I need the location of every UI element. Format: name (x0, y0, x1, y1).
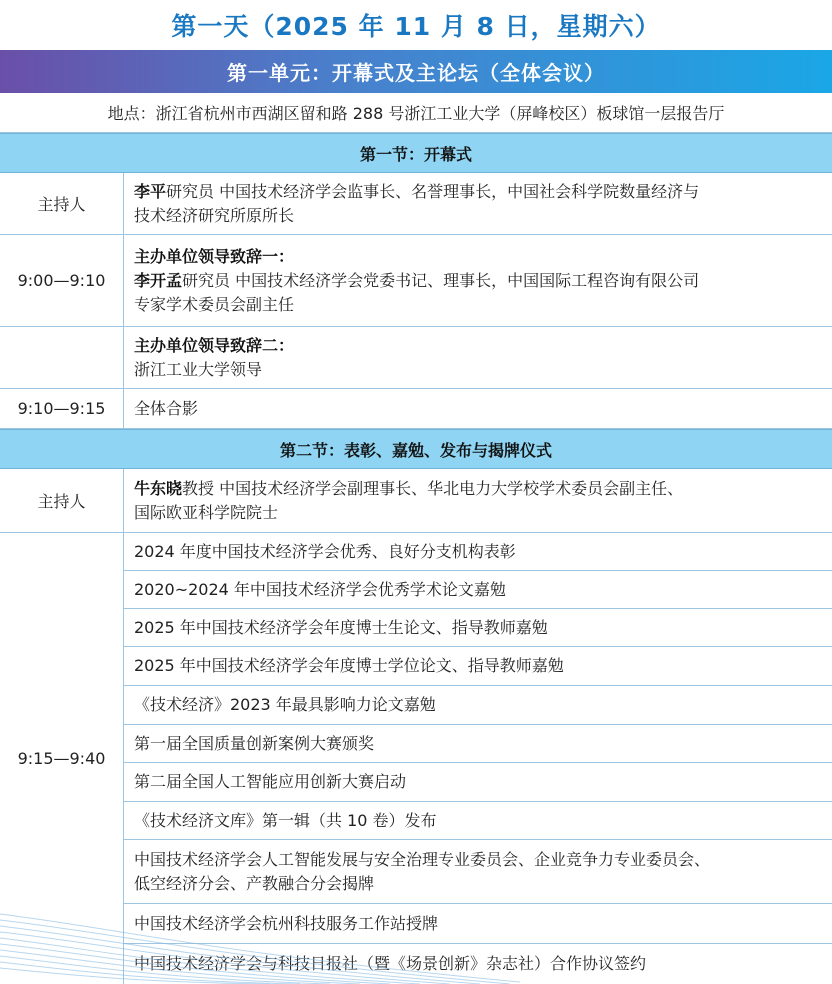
speech-2-content (124, 327, 832, 388)
list-item-line: 中国技术经济学会人工智能发展与安全治理专业委员会、企业竞争力专业委员会、 (134, 849, 711, 869)
speech-2-heading: 主办单位领导致辞二： (134, 335, 295, 355)
list-item: 2024 年度中国技术经济学会优秀、良好分支机构表彰 (124, 533, 832, 571)
section-2-time: 9:15—9:40 (0, 533, 124, 984)
list-item: 《技术经济》2023 年最具影响力论文嘉勉 (124, 686, 832, 725)
speech-1-desc-1: 研究员 中国技术经济学会党委书记、理事长，中国国际工程咨询有限公司 (182, 270, 700, 290)
list-item: 2025 年中国技术经济学会年度博士生论文、指导教师嘉勉 (124, 609, 832, 647)
list-item: 第二届全国人工智能应用创新大赛启动 (124, 763, 832, 802)
section-2-header: 第二节：表彰、嘉勉、发布与揭牌仪式 (0, 429, 832, 469)
speech-1-row (0, 235, 832, 327)
photo-row (0, 389, 832, 429)
photo-desc: 全体合影 (134, 398, 199, 418)
section-2-host-row (0, 469, 832, 533)
photo-time: 9:10—9:15 (0, 389, 124, 428)
host-2-label: 主持人 (0, 469, 124, 532)
speech-2-desc: 浙江工业大学领导 (134, 359, 263, 379)
section-1-host-row (0, 173, 832, 235)
venue-text: 地点：浙江省杭州市西湖区留和路 288 号浙江工业大学（屏峰校区）板球馆一层报告厅 (0, 93, 832, 133)
list-item: 中国技术经济学会与科技日报社（暨《场景创新》杂志社）合作协议签约 (134, 954, 647, 973)
speech-1-desc-2: 专家学术委员会副主任 (134, 294, 295, 314)
speech-1-time: 9:00—9:10 (0, 235, 124, 326)
speech-1-heading: 主办单位领导致辞一： (134, 246, 295, 266)
list-item: 2025 年中国技术经济学会年度博士学位论文、指导教师嘉勉 (124, 647, 832, 686)
list-item: 第一届全国质量创新案例大赛颁奖 (124, 725, 832, 763)
list-item: 中国技术经济学会杭州科技服务工作站授牌 (124, 904, 832, 944)
host-desc-1: 研究员 中国技术经济学会监事长、名誉理事长，中国社会科学院数量经济与 (166, 181, 700, 201)
host-2-name: 牛东晓 (134, 478, 183, 498)
host-desc-2: 技术经济研究所原所长 (134, 205, 295, 225)
list-item-line: 低空经济分会、产教融合分会揭牌 (134, 873, 375, 893)
host-label: 主持人 (0, 173, 124, 234)
speech-1-name: 李开孟 (134, 270, 183, 290)
list-item: 2020~2024 年中国技术经济学会优秀学术论文嘉勉 (124, 571, 832, 609)
speech-2-row (0, 327, 832, 389)
host-2-content (124, 469, 832, 532)
list-item: 《技术经济文库》第一辑（共 10 卷）发布 (124, 802, 832, 840)
unit-banner: 第一单元：开幕式及主论坛（全体会议） (0, 50, 832, 93)
day-title: 第一天（2025 年 11 月 8 日，星期六） (0, 0, 832, 50)
host-content (124, 173, 832, 234)
host-2-desc-1: 教授 中国技术经济学会副理事长、华北电力大学校学术委员会副主任、 (182, 478, 684, 498)
speech-1-content (124, 235, 832, 326)
speech-2-time (0, 327, 124, 388)
list-item (124, 840, 832, 904)
host-2-desc-2: 国际欧亚科学院院士 (134, 502, 279, 522)
section-1-header: 第一节：开幕式 (0, 133, 832, 173)
host-name: 李平 (134, 181, 167, 201)
